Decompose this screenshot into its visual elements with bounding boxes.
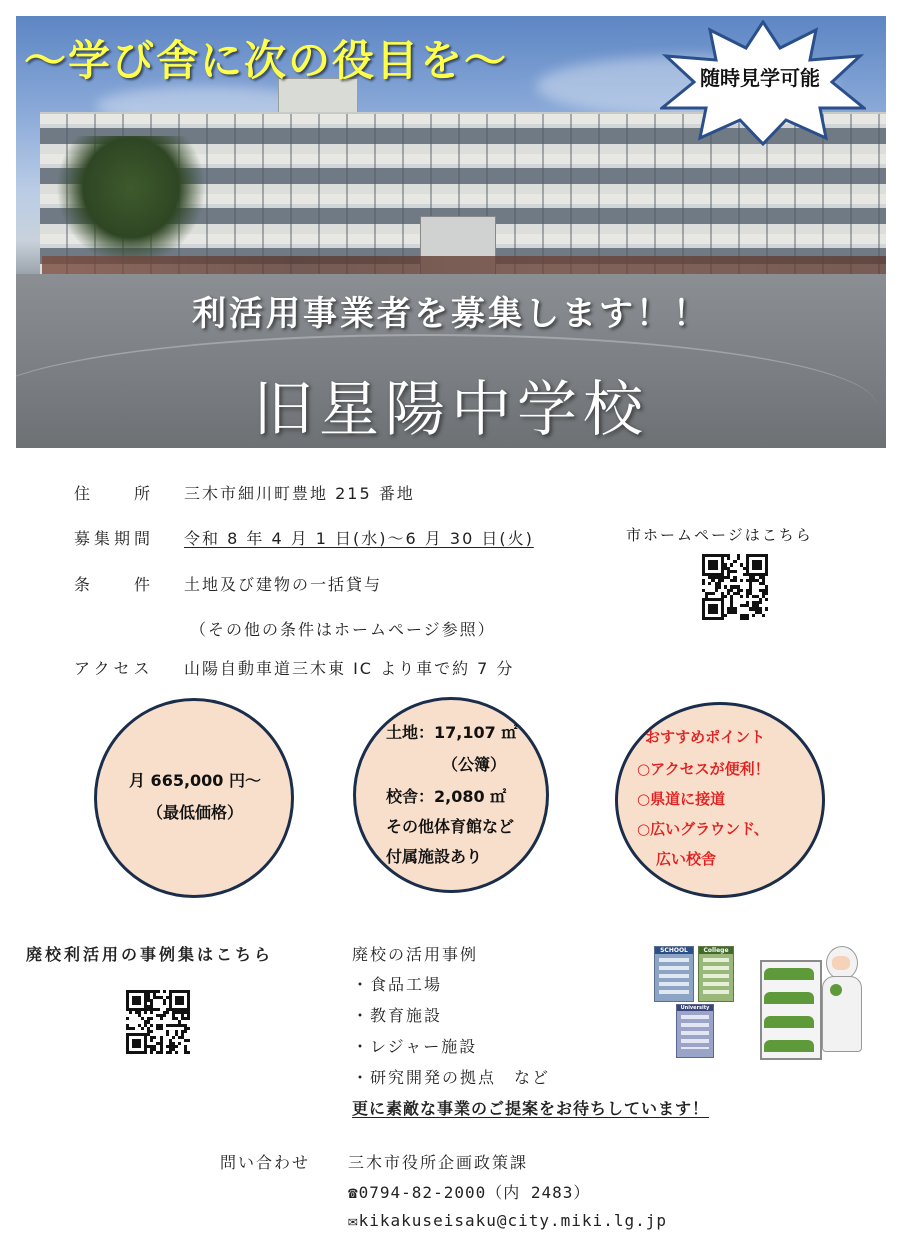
price-circle xyxy=(94,698,294,898)
pine-tree xyxy=(56,136,206,266)
price-amount: 月 665,000 円〜 xyxy=(128,771,262,790)
contact-label: 問い合わせ xyxy=(220,1153,311,1172)
school-name: 旧星陽中学校 xyxy=(253,375,649,445)
point-building: 広い校舎 xyxy=(656,850,717,868)
cases-heading: 廃校の活用事例 xyxy=(352,945,479,964)
point-access: ○アクセスが便利！ xyxy=(637,760,770,778)
building-area: 校舎：2,080 ㎡ xyxy=(386,787,507,806)
plant-rack-icon xyxy=(760,960,822,1060)
recruit-heading: 利活用事業者を募集します！！ xyxy=(192,294,710,334)
contact-phone[interactable]: ☎0794-82-2000（内 2483） xyxy=(348,1183,591,1202)
case-item: ・レジャー施設 xyxy=(352,1037,478,1056)
university-building-icon: University xyxy=(676,1004,714,1058)
address-value: 三木市細川町豊地 215 番地 xyxy=(184,484,415,503)
case-item: ・食品工場 xyxy=(352,975,443,994)
case-study-qr-code[interactable] xyxy=(126,990,190,1054)
land-area-note: （公簿） xyxy=(442,755,507,774)
point-ground: ○広いグラウンド、 xyxy=(637,820,769,838)
period-label: 募集期間 xyxy=(74,529,155,548)
other-facilities: その他体育館など xyxy=(386,817,515,836)
land-area: 土地：17,107 ㎡ xyxy=(386,723,518,742)
worker-icon xyxy=(818,946,862,1056)
period-value: 令和 8 年 4 月 1 日(水)〜6 月 30 日(火) xyxy=(184,529,534,548)
case-study-label: 廃校利活用の事例集はこちら xyxy=(26,945,274,964)
college-building-icon: College xyxy=(698,946,734,1002)
attached-facilities: 付属施設あり xyxy=(386,847,483,866)
access-label: アクセス xyxy=(74,659,154,678)
point-road: ○県道に接道 xyxy=(637,790,726,808)
access-value: 山陽自動車道三木東 IC より車で約 7 分 xyxy=(184,659,515,678)
catchphrase: 〜学び舎に次の役目を〜 xyxy=(24,36,509,85)
homepage-label: 市ホームページはこちら xyxy=(626,526,813,544)
contact-department: 三木市役所企画政策課 xyxy=(348,1153,529,1172)
school-building-icon: SCHOOL xyxy=(654,946,694,1002)
points-title: おすすめポイント xyxy=(645,728,766,746)
address-label: 住 所 xyxy=(74,484,155,503)
closing-message: 更に素敵な事業のご提案をお待ちしています！ xyxy=(352,1099,710,1118)
condition-value: 土地及び建物の一括貸与 xyxy=(184,575,383,594)
condition-label: 条 件 xyxy=(74,575,155,594)
tour-badge-label: 随時見学可能 xyxy=(700,66,820,90)
case-item: ・教育施設 xyxy=(352,1006,443,1025)
contact-email[interactable]: ✉kikakuseisaku@city.miki.lg.jp xyxy=(348,1211,667,1230)
case-item: ・研究開発の拠点 など xyxy=(352,1068,551,1087)
homepage-qr-code[interactable] xyxy=(702,554,768,620)
condition-note: （その他の条件はホームページ参照） xyxy=(190,620,496,639)
price-note: （最低価格） xyxy=(146,803,243,822)
